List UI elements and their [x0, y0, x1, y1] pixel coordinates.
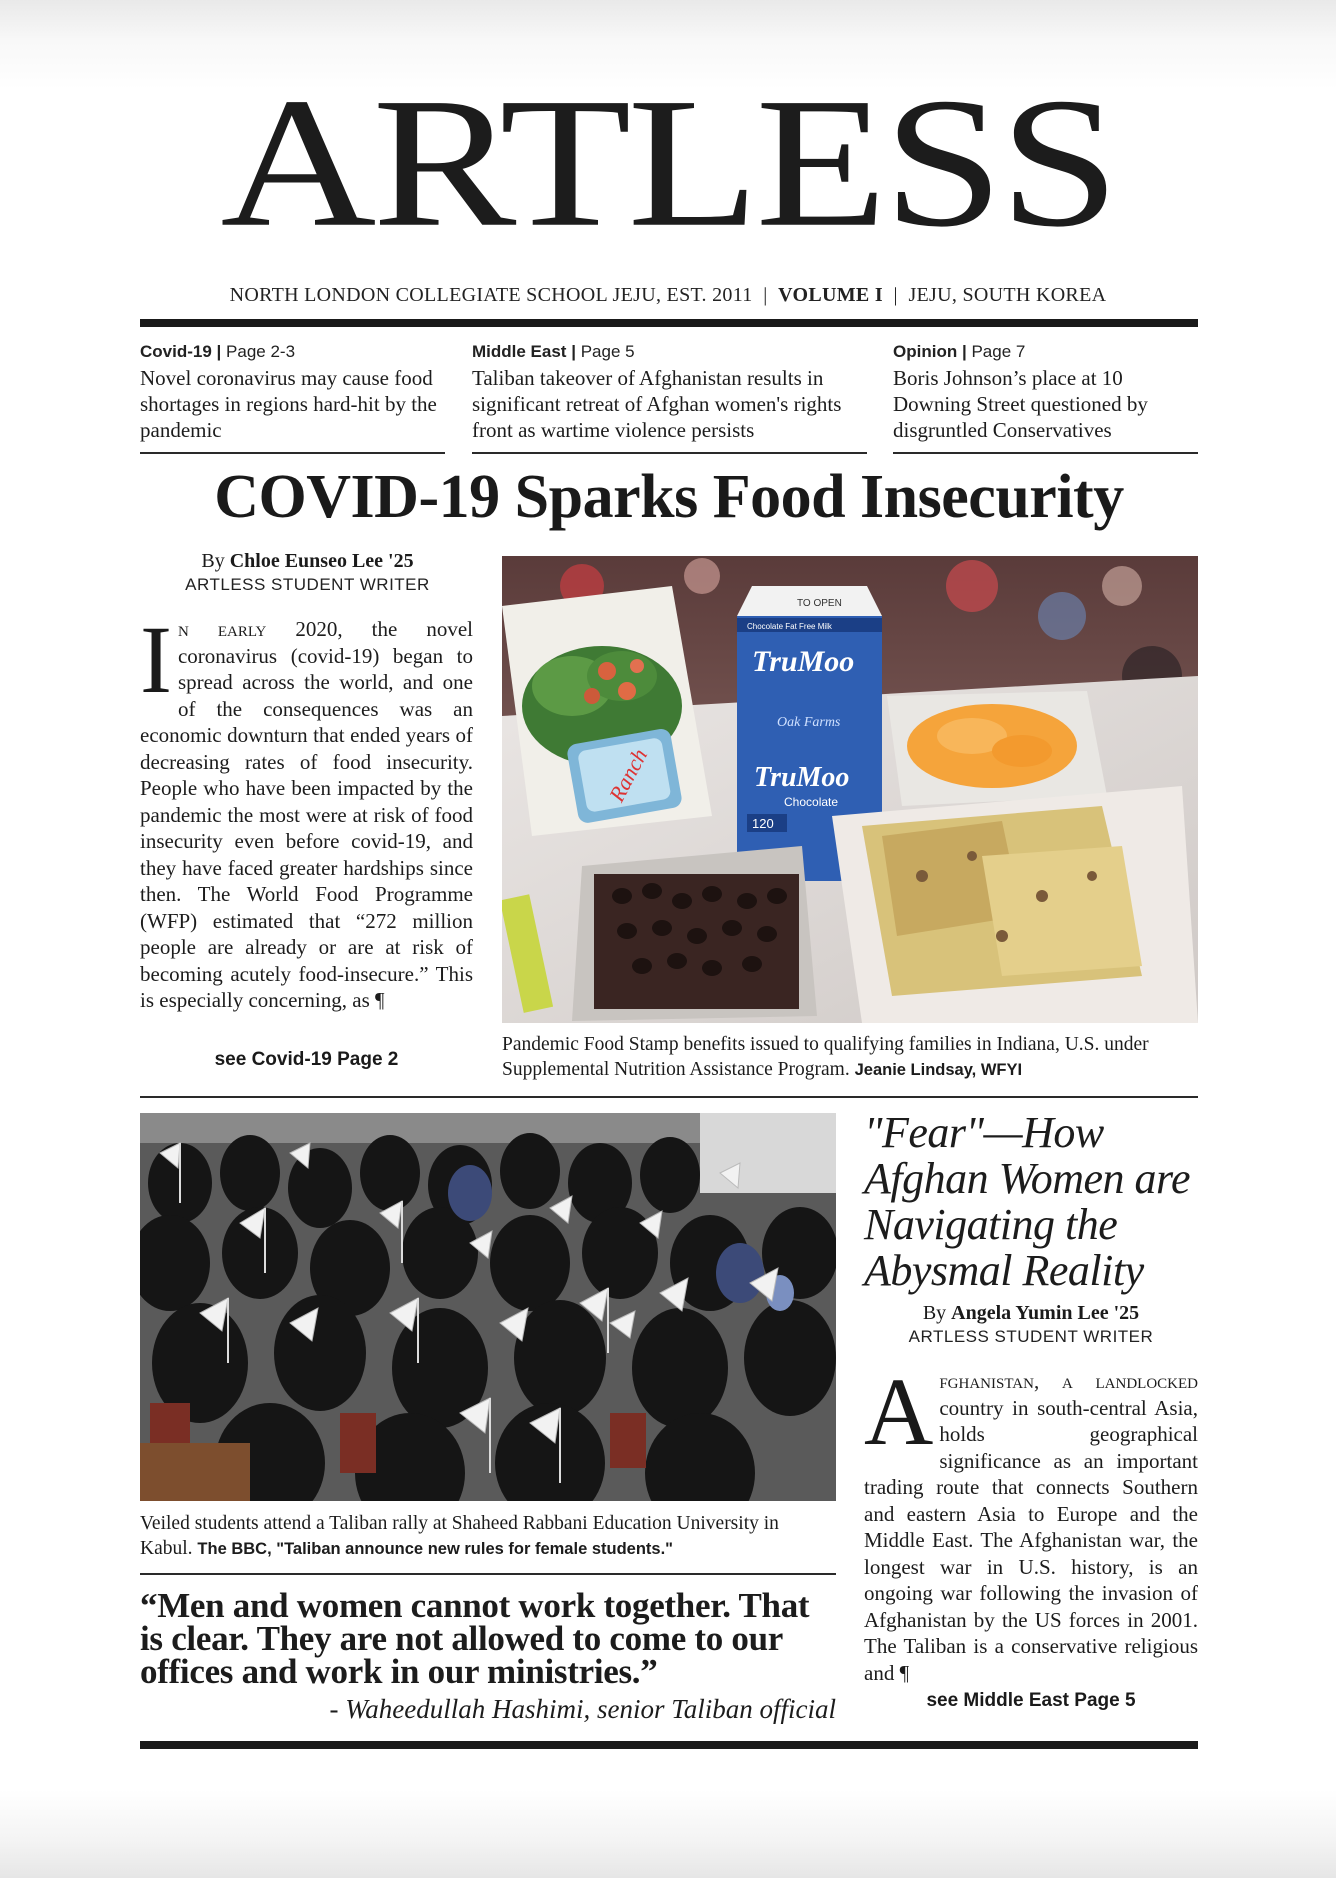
food-photo [502, 556, 1198, 1023]
rally-photo [140, 1113, 836, 1501]
lead-in: fghanistan, a landlocked [939, 1369, 1198, 1393]
masthead-subline [0, 284, 1336, 307]
story2-byline: By Angela Yumin Lee '25 ARTLESS STUDENT WRITER [864, 1302, 1198, 1347]
quote-attribution: - Waheedullah Hashimi, senior Taliban official [329, 1694, 836, 1724]
author-name: Chloe Eunseo Lee '25 [229, 550, 414, 572]
food-photo-illustration [502, 556, 1198, 1023]
teaser-text: Boris Johnson’s place at 10 Downing Street questioned by disgruntled Conservatives [893, 366, 1148, 442]
section-divider [140, 1096, 1198, 1098]
milk-size-label: 120 [752, 816, 774, 831]
pull-quote: “Men and women cannot work together. That is clear. They are not allowed to come to our offices and work in our ministries.” [140, 1586, 810, 1691]
teaser-middle-east[interactable]: Middle East | Page 5 Taliban takeover of Afghanistan results in significant retreat of Afghan women's rights front as wartime violence persists [472, 342, 867, 443]
dairy-label: Oak Farms [777, 715, 841, 730]
teaser-section: Middle East [472, 342, 567, 361]
teaser-text: Novel coronavirus may cause food shortages in regions hard-hit by the pandemic [140, 366, 437, 442]
story1-byline: By Chloe Eunseo Lee '25 ARTLESS STUDENT WRITER [140, 550, 475, 595]
author-role: ARTLESS STUDENT WRITER [908, 1327, 1154, 1346]
volume-label: VOLUME I [778, 284, 883, 306]
food-photo-caption [502, 1032, 1198, 1083]
separator: | [763, 284, 768, 306]
rally-photo-illustration [140, 1113, 836, 1501]
story1-continued-link[interactable]: see Covid-19 Page 2 [214, 1049, 399, 1070]
story2-body [864, 1368, 1198, 1686]
drop-cap: A [864, 1368, 934, 1465]
caption-text: Pandemic Food Stamp benefits issued to qualifying families in Indiana, U.S. under Supplemental Nutrition Assistance Program. [502, 1034, 1149, 1080]
teaser-covid[interactable]: Covid-19 | Page 2-3 Novel coronavirus may cause food shortages in regions hard-hit by the pandemic [140, 342, 445, 443]
footer-rule [140, 1741, 1198, 1749]
author-name: Angela Yumin Lee '25 [951, 1302, 1140, 1324]
body-text: country in south-central Asia, holds geographical significance as an important trading route that connects Southern and eastern Asia to Europe and the Middle East. The Afghanistan war, the longest war in U.S. history, is an ongoing war following the invasion of Afghanistan by the US forces in 2001. The Taliban is a conservative religious and ¶ [864, 1395, 1198, 1685]
separator: | [893, 284, 898, 306]
teaser-rule [472, 452, 867, 454]
teaser-page: Page 5 [580, 342, 635, 361]
milk-brand-label: TruMoo [752, 645, 855, 678]
rally-photo-caption [140, 1511, 836, 1562]
photo-credit: The BBC, "Taliban announce new rules for female students." [197, 1540, 673, 1558]
story2-continued-link[interactable]: see Middle East Page 5 [926, 1690, 1136, 1711]
milk-brand-label-2: TruMoo [754, 762, 850, 793]
teaser-section: Opinion [893, 342, 958, 361]
teaser-page: Page 7 [971, 342, 1026, 361]
teaser-rule [893, 452, 1198, 454]
teaser-text: Taliban takeover of Afghanistan results in significant retreat of Afghan women's rights front as wartime violence persists [472, 366, 842, 442]
drop-cap: I [140, 616, 172, 713]
body-text: 2020, the novel coronavirus (covid-19) began to spread across the world, and one of the consequences was an economic downturn that ended years of decreasing rates of food insecurity. People who have been impacted by the pandemic the most were at risk of food insecurity even before covid-19, and they have faced greater hardships since then. The World Food Programme (WFP) estimated that “272 million people are already or are at risk of becoming acutely food-insecure.” This is especially concerning, as ¶ [140, 617, 473, 1012]
open-label: TO OPEN [797, 598, 842, 609]
author-role: ARTLESS STUDENT WRITER [185, 575, 430, 594]
teaser-opinion[interactable]: Opinion | Page 7 Boris Johnson’s place at 10 Downing Street questioned by disgruntled Conservatives [893, 342, 1198, 443]
milk-flavor-label: Chocolate [784, 795, 839, 809]
caption-text: Veiled students attend a Taliban rally at Shaheed Rabbani Education University in Kabul. [140, 1513, 779, 1559]
ranch-label: Ranch [603, 744, 653, 806]
location: JEJU, SOUTH KOREA [908, 284, 1107, 306]
quote-rule [140, 1573, 836, 1575]
masthead-title: ARTLESS [220, 59, 1116, 266]
masthead-rule [140, 319, 1198, 327]
story2-headline: "Fear"—How Afghan Women are Navigating the Abysmal Reality [864, 1108, 1191, 1295]
school-name: NORTH LONDON COLLEGIATE SCHOOL JEJU, EST. 2011 [229, 284, 753, 306]
lead-in: n early [177, 617, 267, 641]
milk-top-label: Chocolate Fat Free Milk [747, 622, 832, 631]
teaser-page: Page 2-3 [226, 342, 296, 361]
teaser-section: Covid-19 [140, 342, 212, 361]
photo-credit: Jeanie Lindsay, WFYI [854, 1061, 1023, 1079]
story1-body [140, 616, 473, 1036]
story1-headline: COVID-19 Sparks Food Insecurity [214, 463, 1124, 531]
teaser-rule [140, 452, 445, 454]
